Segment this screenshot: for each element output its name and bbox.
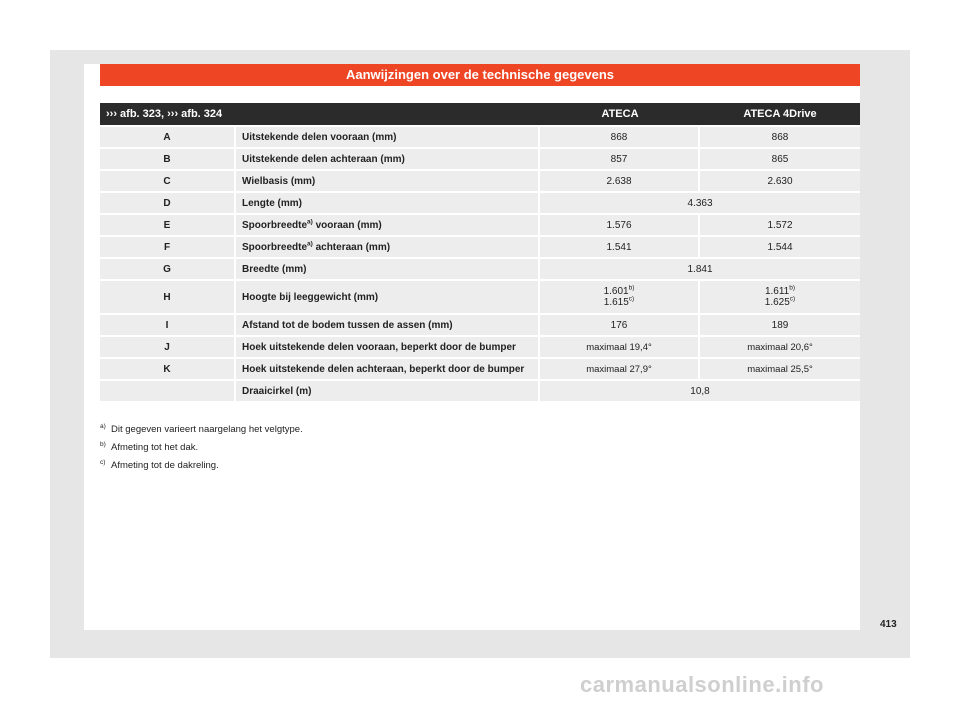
footnote-text: Afmeting tot de dakreling.: [111, 460, 219, 471]
table-row: [100, 171, 860, 191]
value-ateca: [540, 281, 700, 313]
header-reference: ››› afb. 323, ››› afb. 324: [100, 103, 236, 125]
footnote-mark: c): [100, 459, 106, 466]
value-ateca-4drive: [700, 281, 860, 313]
value-ateca-4drive: 189: [700, 315, 860, 335]
table-row: [100, 237, 860, 257]
footnotes: [100, 424, 800, 478]
row-description: Afstand tot de bodem tussen de assen (mm): [236, 315, 540, 335]
row-letter: G: [100, 259, 236, 279]
value-roof: 1.611: [764, 286, 790, 297]
watermark: carmanualsonline.info: [580, 672, 824, 697]
value-merged: 4.363: [540, 193, 860, 213]
value-ateca: 176: [540, 315, 700, 335]
footnote-text: Afmeting tot het dak.: [111, 442, 199, 453]
row-letter: I: [100, 315, 236, 335]
footnote-ref: a): [307, 218, 313, 226]
row-description: Wielbasis (mm): [236, 171, 540, 191]
row-description: [236, 237, 540, 257]
table-row: [100, 215, 860, 235]
footnote: [100, 424, 800, 442]
footnote-ref: b): [628, 284, 635, 292]
footnote-mark: b): [100, 441, 106, 448]
table-row: [100, 315, 860, 335]
desc-text: Spoorbreedte: [242, 241, 308, 253]
footnote-ref: a): [307, 240, 313, 248]
value-ateca-4drive: maximaal 20,6°: [700, 337, 860, 357]
row-letter: E: [100, 215, 236, 235]
footnote-text: Dit gegeven varieert naargelang het velgtype.: [111, 424, 303, 435]
table-row: [100, 281, 860, 313]
value-roof: 1.601: [603, 286, 629, 297]
row-letter: H: [100, 281, 236, 313]
row-letter: C: [100, 171, 236, 191]
spec-table: [100, 101, 860, 403]
row-letter: A: [100, 127, 236, 147]
value-ateca: 868: [540, 127, 700, 147]
header-ateca: ATECA: [540, 103, 700, 125]
value-ateca-4drive: 1.544: [700, 237, 860, 257]
table-row: [100, 359, 860, 379]
value-ateca: 1.576: [540, 215, 700, 235]
footnote: [100, 442, 800, 460]
value-merged: 10,8: [540, 381, 860, 401]
row-description: [236, 215, 540, 235]
row-letter: [100, 381, 236, 401]
value-ateca: 2.638: [540, 171, 700, 191]
value-ateca: maximaal 27,9°: [540, 359, 700, 379]
row-description: Uitstekende delen vooraan (mm): [236, 127, 540, 147]
value-ateca-4drive: 865: [700, 149, 860, 169]
desc-text: vooraan (mm): [312, 219, 382, 231]
row-letter: D: [100, 193, 236, 213]
row-letter: B: [100, 149, 236, 169]
value-ateca-4drive: 868: [700, 127, 860, 147]
desc-text: Spoorbreedte: [242, 219, 308, 231]
section-banner: Aanwijzingen over de technische gegevens: [100, 64, 860, 86]
table-header-row: [100, 103, 860, 125]
footnote-ref: c): [628, 295, 635, 303]
table-row: [100, 193, 860, 213]
value-ateca: maximaal 19,4°: [540, 337, 700, 357]
row-letter: K: [100, 359, 236, 379]
value-roof-rail: 1.615: [603, 297, 629, 308]
value-ateca-4drive: 2.630: [700, 171, 860, 191]
value-ateca: 857: [540, 149, 700, 169]
header-ateca-4drive: ATECA 4Drive: [700, 103, 860, 125]
value-roof-rail: 1.625: [764, 297, 790, 308]
page-number: 413: [880, 619, 897, 630]
row-description: Hoek uitstekende delen vooraan, beperkt door de bumper: [236, 337, 540, 357]
value-ateca-4drive: maximaal 25,5°: [700, 359, 860, 379]
row-description: Uitstekende delen achteraan (mm): [236, 149, 540, 169]
value-ateca: 1.541: [540, 237, 700, 257]
row-letter: F: [100, 237, 236, 257]
value-merged: 1.841: [540, 259, 860, 279]
footnote-mark: a): [100, 423, 106, 430]
table-row: [100, 127, 860, 147]
row-description: Hoek uitstekende delen achteraan, beperkt door de bumper: [236, 359, 540, 379]
table-row: [100, 337, 860, 357]
row-description: Breedte (mm): [236, 259, 540, 279]
table-row: [100, 259, 860, 279]
row-description: Lengte (mm): [236, 193, 540, 213]
footnote-ref: b): [789, 284, 796, 292]
desc-text: achteraan (mm): [312, 241, 391, 253]
value-ateca-4drive: 1.572: [700, 215, 860, 235]
footnote: [100, 460, 800, 478]
row-description: Draaicirkel (m): [236, 381, 540, 401]
header-description: [236, 103, 540, 125]
table-row: [100, 381, 860, 401]
footnote-ref: c): [789, 295, 796, 303]
row-description: Hoogte bij leeggewicht (mm): [236, 281, 540, 313]
table-row: [100, 149, 860, 169]
row-letter: J: [100, 337, 236, 357]
